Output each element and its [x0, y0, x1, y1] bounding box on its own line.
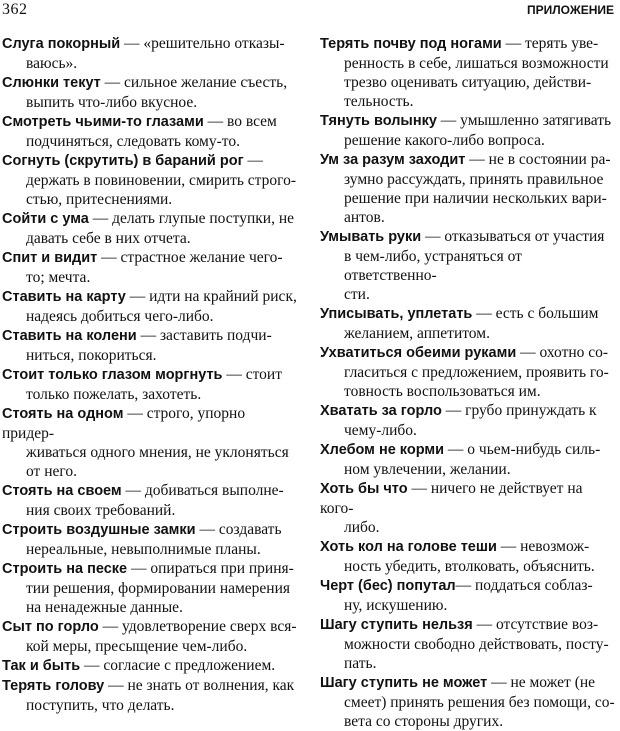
- dictionary-entry: [320, 227, 616, 304]
- entry-term: Шагу ступить не может: [320, 675, 488, 691]
- entry-definition-line: на ненадежные данные.: [26, 599, 183, 616]
- entry-definition-line: — сильное желание съесть,: [100, 74, 288, 91]
- entry-definition-line: — не знать от волнения, как: [104, 677, 295, 694]
- dictionary-entry: [320, 576, 616, 615]
- entry-definition-line: — во всем: [203, 113, 277, 130]
- right-column: [320, 34, 616, 731]
- entry-definition-line: — опираться при приня-: [127, 560, 294, 577]
- entry-definition-line: нереальные, невыполнимые планы.: [26, 541, 261, 558]
- entry-definition-line: тии решения, формировании намерения: [26, 580, 291, 597]
- entry-definition-line: можности свободно действовать, посту-: [344, 636, 609, 653]
- dictionary-entry: [2, 34, 298, 73]
- entry-definition-line: — отказываться от участия: [421, 228, 605, 245]
- entry-definition-line: — поддаться соблаз-: [455, 577, 593, 594]
- entry-definition-line: живаться одного мнения, не уклоняться: [26, 444, 289, 461]
- dictionary-entry: [2, 617, 298, 656]
- entry-definition-line: ренность в себе, лишаться возможности: [344, 55, 609, 72]
- entry-term: Терять голову: [2, 678, 105, 694]
- entry-definition-line: — не может (не: [487, 674, 596, 691]
- dictionary-entry: [320, 537, 616, 576]
- entry-definition-line: поступить, что делать.: [26, 697, 175, 714]
- entry-term: Сойти с ума: [2, 211, 89, 227]
- dictionary-entry: [2, 656, 298, 676]
- dictionary-entry: [2, 676, 298, 715]
- entry-term: Стоять на одном: [2, 406, 124, 422]
- dictionary-entry: [2, 326, 298, 365]
- dictionary-entry: [320, 34, 616, 111]
- entry-definition-line: подчиняться, следовать кому-то.: [26, 133, 240, 150]
- entry-term: Хватать за горло: [320, 403, 442, 419]
- entry-term: Стоять на своем: [2, 483, 122, 499]
- dictionary-entry: [320, 673, 616, 731]
- left-column: [2, 34, 298, 715]
- dictionary-entry: [2, 404, 298, 481]
- entry-definition-line: — отсутствие воз-: [472, 616, 599, 633]
- dictionary-entry: [320, 401, 616, 440]
- entry-term: Хоть бы что: [320, 481, 408, 497]
- entry-term: Сыт по горло: [2, 619, 99, 635]
- entry-term: Так и быть: [2, 658, 81, 674]
- dictionary-entry: [2, 151, 298, 209]
- entry-definition-line: только пожелать, захотеть.: [26, 386, 202, 403]
- entry-definition-line: — стоит: [222, 366, 282, 383]
- entry-definition-line: антов.: [344, 209, 385, 226]
- entry-term: Согнуть (скрутить) в бараний рог: [2, 153, 244, 169]
- entry-definition-line: держать в повиновении, смирить строго-: [26, 172, 297, 189]
- dictionary-entry: [320, 440, 616, 479]
- entry-definition-line: чему-либо.: [344, 422, 417, 439]
- entry-term: Хлебом не корми: [320, 442, 445, 458]
- dictionary-entry: [2, 559, 298, 617]
- entry-term: Слуга покорный: [2, 36, 121, 52]
- entry-term: Шагу ступить нельзя: [320, 617, 473, 633]
- entry-term: Ум за разум заходит: [320, 152, 466, 168]
- dictionary-entry: [320, 343, 616, 401]
- entry-definition-line: от него.: [26, 463, 77, 480]
- entry-term: Слюнки текут: [2, 75, 101, 91]
- entry-definition-line: ном увлечении, желании.: [344, 461, 511, 478]
- dictionary-entry: [2, 481, 298, 520]
- entry-definition-line: — создавать: [195, 521, 282, 538]
- entry-definition-line: — грубо принуждать к: [441, 402, 597, 419]
- entry-term: Уписывать, уплетать: [320, 306, 473, 322]
- entry-definition-line: выпить что-либо вкусное.: [26, 94, 198, 111]
- dictionary-entry: [320, 479, 616, 537]
- entry-definition-line: желанием, аппетитом.: [344, 325, 490, 342]
- entry-definition-line: стью, притеснениями.: [26, 191, 173, 208]
- entry-definition-line: зумно рассуждать, принять правильное: [344, 171, 604, 188]
- entry-definition-line: — «решительно отказы-: [120, 35, 285, 52]
- entry-definition-line: пать.: [344, 655, 377, 672]
- entry-term: Хоть кол на голове теши: [320, 539, 497, 555]
- entry-definition-line: — не в состоянии ра-: [465, 151, 611, 168]
- entry-definition-line: — есть с большим: [472, 305, 599, 322]
- entry-definition-line: решение при наличии нескольких вари-: [344, 190, 607, 207]
- entry-definition-line: — страстное желание чего-: [97, 249, 283, 266]
- entry-term: Строить на песке: [2, 561, 128, 577]
- entry-definition-line: — делать глупые поступки, не: [88, 210, 294, 227]
- entry-definition-line: решение какого-либо вопроса.: [344, 132, 545, 149]
- dictionary-entry: [320, 111, 616, 150]
- dictionary-entry: [2, 287, 298, 326]
- entry-definition-line: трезво оценивать ситуацию, действи-: [344, 74, 592, 91]
- entry-definition-line: — заставить подчи-: [136, 327, 272, 344]
- entry-term: Умывать руки: [320, 229, 422, 245]
- dictionary-entry: [2, 520, 298, 559]
- dictionary-entry: [2, 365, 298, 404]
- entry-term: Стоит только глазом моргнуть: [2, 367, 223, 383]
- entry-definition-line: — терять уве-: [501, 35, 599, 52]
- entry-definition-line: вета со стороны других.: [344, 713, 504, 730]
- section-title: ПРИЛОЖЕНИЕ: [527, 3, 614, 17]
- entry-definition-line: —: [243, 152, 263, 169]
- entry-definition-line: ния своих требований.: [26, 502, 176, 519]
- entry-term: Строить воздушные замки: [2, 522, 196, 538]
- entry-definition-line: — невозмож-: [496, 538, 590, 555]
- entry-term: Черт (бес) попутал: [320, 578, 456, 594]
- dictionary-entry: [2, 209, 298, 248]
- entry-definition-line: ваюсь».: [26, 55, 78, 72]
- entry-definition-line: кой меры, пресыщение чем-либо.: [26, 638, 248, 655]
- entry-definition-line: — умышленно затягивать: [436, 112, 612, 129]
- entry-term: Спит и видит: [2, 250, 98, 266]
- entry-definition-line: давать себе в них отчета.: [26, 230, 191, 247]
- entry-definition-line: — удовлетворение сверх вся-: [98, 618, 297, 635]
- entry-term: Ухватиться обеими руками: [320, 345, 517, 361]
- page-header: [0, 0, 620, 22]
- entry-definition-line: в чем-либо, устраняться от ответственно-: [344, 248, 522, 284]
- dictionary-entry: [320, 150, 616, 227]
- entry-definition-line: тельность.: [344, 93, 414, 110]
- entry-definition-line: то; мечта.: [26, 269, 91, 286]
- entry-definition-line: — охотно со-: [516, 344, 609, 361]
- entry-term: Ставить на колени: [2, 328, 137, 344]
- entry-definition-line: — идти на крайний риск,: [125, 288, 297, 305]
- entry-term: Смотреть чьими-то глазами: [2, 114, 204, 130]
- entry-definition-line: ниться, покориться.: [26, 347, 157, 364]
- entry-term: Терять почву под ногами: [320, 36, 502, 52]
- entry-definition-line: — о чьем-нибудь силь-: [444, 441, 601, 458]
- entry-definition-line: ность убедить, втолковать, объяснить.: [344, 558, 595, 575]
- dictionary-entry: [320, 615, 616, 673]
- entry-definition-line: — согласие с предложением.: [80, 657, 276, 674]
- entry-definition-line: надеясь добиться чего-либо.: [26, 308, 214, 325]
- entry-definition-line: товность воспользоваться им.: [344, 383, 541, 400]
- page-number: 362: [2, 1, 28, 18]
- entry-definition-line: — добиваться выполне-: [121, 482, 284, 499]
- dictionary-entry: [2, 112, 298, 151]
- dictionary-entry: [2, 73, 298, 112]
- entry-term: Тянуть волынку: [320, 113, 437, 129]
- entry-definition-line: — ничего не действует на кого-: [320, 480, 583, 517]
- dictionary-entry: [2, 248, 298, 287]
- entry-term: Ставить на карту: [2, 289, 126, 305]
- entry-definition-line: ну, искушению.: [344, 597, 448, 614]
- dictionary-entry: [320, 304, 616, 343]
- entry-definition-line: сти.: [344, 286, 370, 303]
- entry-definition-line: либо.: [344, 519, 380, 536]
- entry-definition-line: гласиться с предложением, проявить го-: [344, 364, 609, 381]
- entry-definition-line: смеет) принять решения без помощи, со-: [344, 694, 615, 711]
- entry-definition-line: — строго, упорно придер-: [2, 405, 246, 442]
